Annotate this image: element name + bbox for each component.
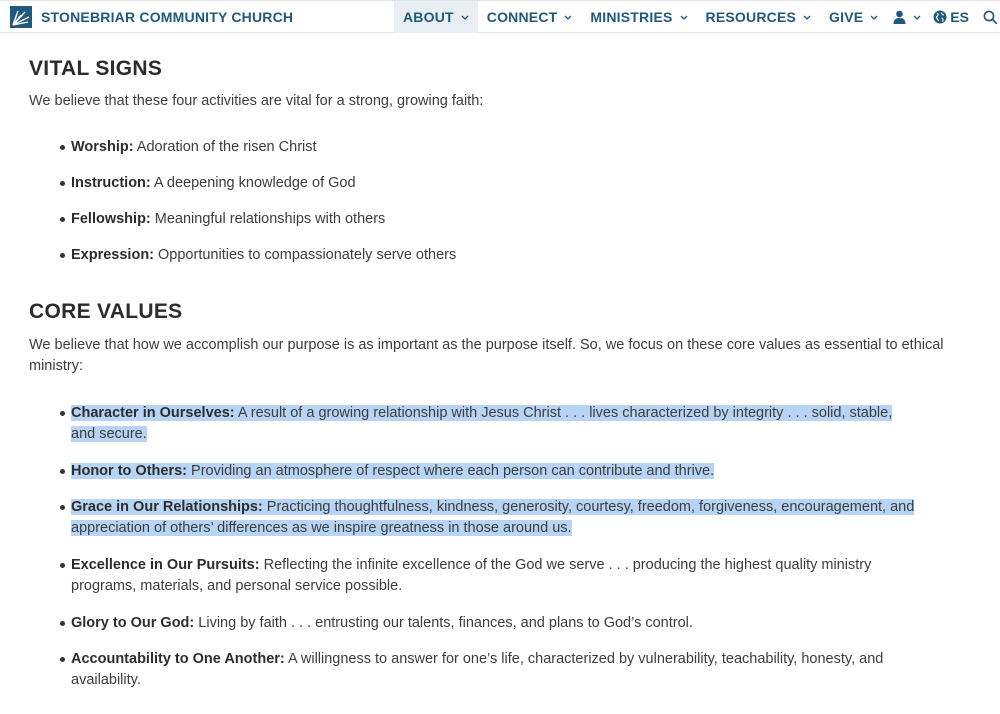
list-item (29, 137, 959, 158)
top-navigation-bar (0, 0, 1000, 33)
nav-resources-label: RESOURCES (705, 9, 797, 25)
list-item (29, 461, 917, 482)
list-item-term: Accountability to One Another: (71, 651, 285, 667)
nav-about-label: ABOUT (403, 9, 454, 25)
list-item-text: Reflecting the infinite excellence of the God we serve . . . producing the highest quality ministry programs, materials, and personal service possible. (71, 557, 872, 594)
list-item-term: Glory to Our God: (71, 615, 195, 631)
list-item-text: Meaningful relationships with others (150, 211, 386, 227)
chevron-down-icon (870, 15, 878, 20)
chevron-down-icon (461, 15, 469, 20)
list-item (29, 555, 917, 597)
user-icon (893, 10, 906, 24)
church-logo-icon (10, 6, 32, 28)
core-values-heading: CORE VALUES (29, 300, 183, 323)
list-item-text: Providing an atmosphere of respect where each person can contribute and thrive. (187, 463, 715, 479)
list-item (29, 613, 917, 634)
list-item (29, 173, 959, 194)
list-item-text: A deepening knowledge of God (150, 175, 356, 191)
list-item-term: Excellence in Our Pursuits: (71, 557, 260, 573)
brand-link[interactable] (10, 3, 293, 31)
selected-text (71, 499, 914, 536)
nav-connect[interactable] (478, 1, 582, 33)
selected-text (71, 463, 714, 479)
search-button[interactable] (977, 1, 1000, 33)
list-item-term: Character in Ourselves: (71, 405, 235, 421)
vital-signs-heading: VITAL SIGNS (29, 57, 163, 80)
vital-signs-intro: We believe that these four activities are vital for a strong, growing faith: (29, 93, 484, 109)
list-item (29, 245, 959, 266)
list-item (29, 403, 917, 445)
language-switch[interactable] (927, 1, 977, 33)
chevron-down-icon (913, 15, 921, 20)
list-item (29, 497, 917, 539)
list-item-text: A result of a growing relationship with Jesus Christ . . . lives characterized by integrity . . . solid, stable, and secure. (71, 405, 893, 442)
core-values-intro: We believe that how we accomplish our purpose is as important as the purpose itself. So, we focus on these core values as essential to ethical ministry: (29, 337, 944, 374)
list-item (29, 209, 959, 230)
language-label: ES (950, 9, 969, 25)
nav-ministries-label: MINISTRIES (590, 9, 673, 25)
list-item-term: Expression: (71, 247, 154, 263)
list-item-text: Practicing thoughtfulness, kindness, generosity, courtesy, freedom, forgiveness, encouragement, and appreciation of others’ differences as we inspire greatness in those around us. (71, 499, 915, 536)
nav-connect-label: CONNECT (486, 9, 558, 25)
chevron-down-icon (564, 15, 572, 20)
nav-give[interactable] (820, 1, 887, 33)
chevron-down-icon (680, 15, 688, 20)
list-item-text: Adoration of the risen Christ (133, 139, 317, 155)
list-item-term: Fellowship: (71, 211, 151, 227)
account-menu[interactable] (887, 1, 927, 33)
list-item-term: Worship: (71, 139, 134, 155)
nav-give-label: GIVE (829, 9, 864, 25)
chevron-down-icon (803, 15, 811, 20)
main-nav (394, 1, 1000, 33)
nav-resources[interactable] (697, 1, 820, 33)
list-item (29, 649, 917, 691)
search-icon (983, 10, 998, 25)
list-item-text: A willingness to answer for one’s life, characterized by vulnerability, teachability, honesty, and availability. (71, 651, 884, 688)
list-item-text: Living by faith . . . entrusting our talents, finances, and plans to God’s control. (194, 615, 693, 631)
selected-text (71, 405, 892, 442)
nav-about[interactable] (394, 1, 478, 33)
list-item-term: Instruction: (71, 175, 151, 191)
list-item-text: Opportunities to compassionately serve others (154, 247, 457, 263)
globe-icon (933, 10, 947, 24)
list-item-term: Honor to Others: (71, 463, 187, 479)
list-item-term: Grace in Our Relationships: (71, 499, 263, 515)
nav-ministries[interactable] (581, 1, 696, 33)
brand-name: STONEBRIAR COMMUNITY CHURCH (41, 9, 294, 25)
